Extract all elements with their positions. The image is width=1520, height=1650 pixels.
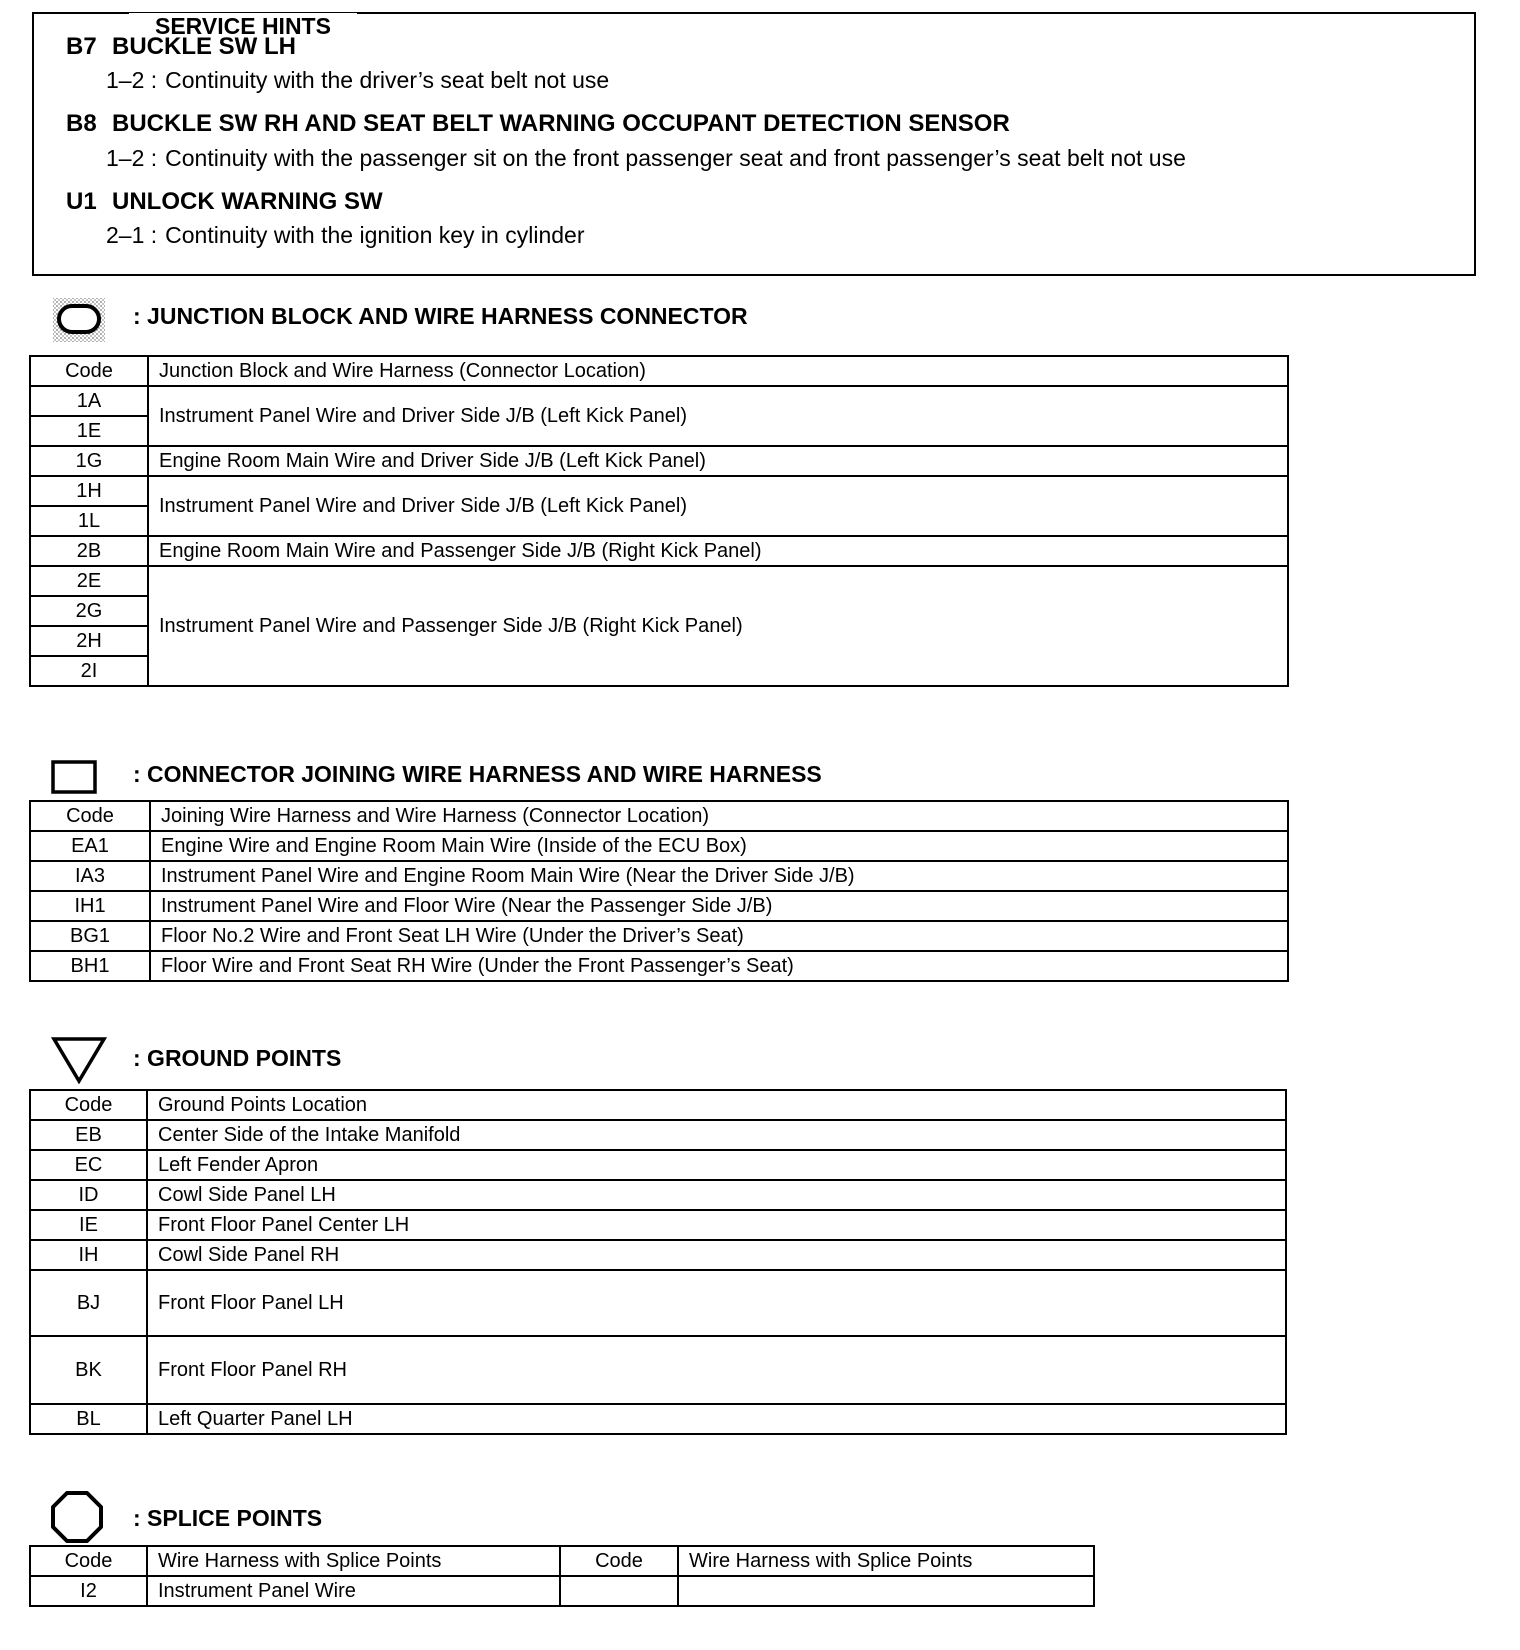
table-row [30, 476, 1288, 506]
connector-box-icon [51, 760, 97, 796]
table-row [30, 891, 1288, 921]
hint-pins: 2–1 : [106, 222, 158, 248]
desc-cell: Front Floor Panel Center LH [147, 1210, 1286, 1240]
desc-cell: Front Floor Panel LH [147, 1270, 1286, 1336]
code-cell: EB [30, 1120, 147, 1150]
hint-name: BUCKLE SW RH AND SEAT BELT WARNING OCCUPANT DETECTION SENSOR [112, 110, 1010, 137]
hint-code: B7 [66, 33, 97, 60]
table-row [30, 1576, 1094, 1606]
hint-detail-b7 [106, 67, 609, 94]
junction-block-icon [52, 297, 106, 343]
hint-heading-b8 [66, 110, 1010, 138]
table-row [30, 1336, 1286, 1404]
connector-table [29, 800, 1289, 982]
code-cell: IA3 [30, 861, 150, 891]
table-row [30, 1240, 1286, 1270]
code-cell: 2I [30, 656, 148, 686]
code-cell: 1H [30, 476, 148, 506]
table-header-row [30, 801, 1288, 831]
table-header-row [30, 1090, 1286, 1120]
table-row [30, 951, 1288, 981]
header-code: Code [30, 356, 148, 386]
code-cell: 2E [30, 566, 148, 596]
code-cell: BH1 [30, 951, 150, 981]
hint-heading-b7 [66, 33, 296, 61]
table-row [30, 1150, 1286, 1180]
junction-section-title: : JUNCTION BLOCK AND WIRE HARNESS CONNECTOR [133, 303, 748, 329]
header-desc: Junction Block and Wire Harness (Connector Location) [148, 356, 1288, 386]
header-desc-2: Wire Harness with Splice Points [678, 1546, 1094, 1576]
hint-text: Continuity with the passenger sit on the front passenger seat and front passenger’s seat belt not use [165, 145, 1186, 171]
desc-cell: Engine Room Main Wire and Driver Side J/B (Left Kick Panel) [148, 446, 1288, 476]
table-row [30, 566, 1288, 596]
desc-cell-2 [678, 1576, 1094, 1606]
hint-text: Continuity with the ignition key in cylinder [165, 222, 585, 248]
table-row [30, 831, 1288, 861]
junction-table [29, 355, 1289, 687]
header-desc: Ground Points Location [147, 1090, 1286, 1120]
desc-cell: Instrument Panel Wire and Driver Side J/B (Left Kick Panel) [148, 386, 1288, 446]
desc-cell: Instrument Panel Wire [147, 1576, 560, 1606]
splice-octagon-icon [50, 1490, 104, 1544]
hint-detail-u1 [106, 222, 584, 249]
hint-pins: 1–2 : [106, 145, 158, 171]
code-cell: BK [30, 1336, 147, 1404]
desc-cell: Cowl Side Panel LH [147, 1180, 1286, 1210]
header-desc: Joining Wire Harness and Wire Harness (Connector Location) [150, 801, 1288, 831]
header-code-2: Code [560, 1546, 678, 1576]
connector-section-title: : CONNECTOR JOINING WIRE HARNESS AND WIRE HARNESS [133, 761, 822, 787]
hint-code: U1 [66, 188, 97, 215]
code-cell: IH1 [30, 891, 150, 921]
code-cell: EA1 [30, 831, 150, 861]
code-cell-2 [560, 1576, 678, 1606]
code-cell: BG1 [30, 921, 150, 951]
code-cell: 1G [30, 446, 148, 476]
splice-section-title: : SPLICE POINTS [133, 1505, 323, 1531]
service-hints-title: SERVICE HINTS [129, 13, 357, 40]
table-row [30, 536, 1288, 566]
table-row [30, 921, 1288, 951]
table-row [30, 1120, 1286, 1150]
ground-table [29, 1089, 1287, 1435]
header-code: Code [30, 1090, 147, 1120]
header-desc: Wire Harness with Splice Points [147, 1546, 560, 1576]
desc-cell: Cowl Side Panel RH [147, 1240, 1286, 1270]
ground-triangle-icon [51, 1036, 107, 1084]
hint-detail-b8 [106, 145, 1186, 172]
table-row [30, 861, 1288, 891]
header-code: Code [30, 1546, 147, 1576]
hint-name: UNLOCK WARNING SW [112, 188, 383, 215]
code-cell: 2B [30, 536, 148, 566]
code-cell: 2G [30, 596, 148, 626]
code-cell: 1A [30, 386, 148, 416]
table-row [30, 1210, 1286, 1240]
header-code: Code [30, 801, 150, 831]
code-cell: 2H [30, 626, 148, 656]
desc-cell: Instrument Panel Wire and Engine Room Main Wire (Near the Driver Side J/B) [150, 861, 1288, 891]
desc-cell: Front Floor Panel RH [147, 1336, 1286, 1404]
code-cell: EC [30, 1150, 147, 1180]
desc-cell: Instrument Panel Wire and Floor Wire (Near the Passenger Side J/B) [150, 891, 1288, 921]
desc-cell: Left Fender Apron [147, 1150, 1286, 1180]
code-cell: ID [30, 1180, 147, 1210]
hint-name: BUCKLE SW LH [112, 33, 296, 60]
table-header-row [30, 356, 1288, 386]
hint-text: Continuity with the driver’s seat belt not use [165, 67, 610, 93]
code-cell: 1E [30, 416, 148, 446]
table-row [30, 1270, 1286, 1336]
desc-cell: Floor No.2 Wire and Front Seat LH Wire (Under the Driver’s Seat) [150, 921, 1288, 951]
code-cell: BL [30, 1404, 147, 1434]
desc-cell: Left Quarter Panel LH [147, 1404, 1286, 1434]
desc-cell: Center Side of the Intake Manifold [147, 1120, 1286, 1150]
desc-cell: Engine Room Main Wire and Passenger Side J/B (Right Kick Panel) [148, 536, 1288, 566]
hint-heading-u1 [66, 188, 383, 216]
table-row [30, 1180, 1286, 1210]
splice-table [29, 1545, 1095, 1607]
hint-code: B8 [66, 110, 97, 137]
table-row [30, 1404, 1286, 1434]
code-cell: IH [30, 1240, 147, 1270]
desc-cell: Instrument Panel Wire and Passenger Side J/B (Right Kick Panel) [148, 566, 1288, 686]
desc-cell: Engine Wire and Engine Room Main Wire (Inside of the ECU Box) [150, 831, 1288, 861]
desc-cell: Instrument Panel Wire and Driver Side J/B (Left Kick Panel) [148, 476, 1288, 536]
ground-section-title: : GROUND POINTS [133, 1045, 342, 1071]
table-row [30, 446, 1288, 476]
code-cell: IE [30, 1210, 147, 1240]
code-cell: I2 [30, 1576, 147, 1606]
code-cell: 1L [30, 506, 148, 536]
table-header-row [30, 1546, 1094, 1576]
desc-cell: Floor Wire and Front Seat RH Wire (Under the Front Passenger’s Seat) [150, 951, 1288, 981]
code-cell: BJ [30, 1270, 147, 1336]
table-row [30, 386, 1288, 416]
hint-pins: 1–2 : [106, 67, 158, 93]
